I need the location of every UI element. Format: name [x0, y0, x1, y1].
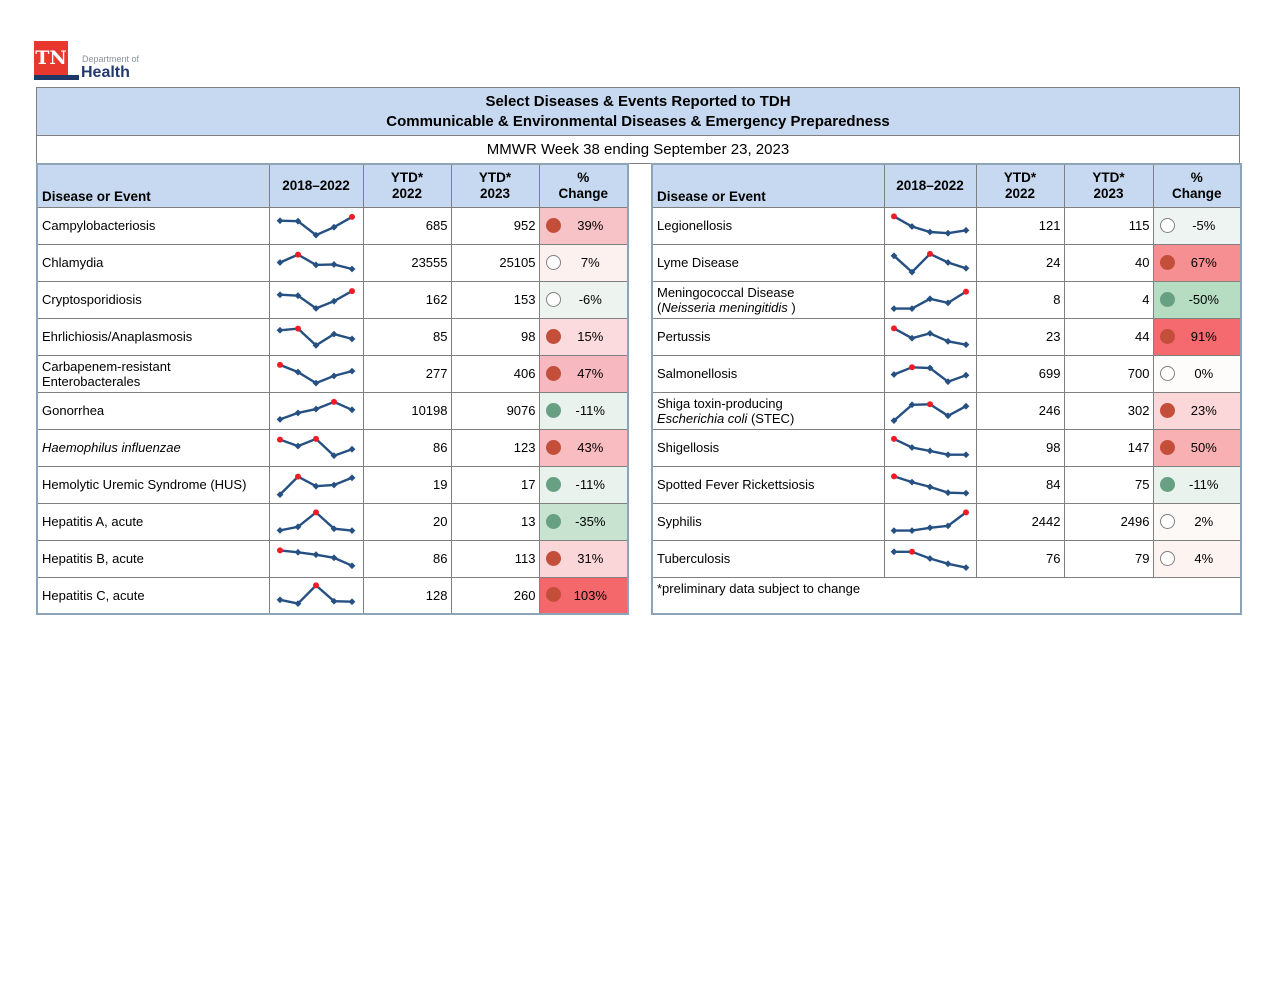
col-header-pct-change	[1153, 164, 1241, 207]
data-point-marker-icon	[331, 261, 338, 268]
disease-name: Legionellosis	[652, 207, 884, 244]
col-header-ytd2023	[1064, 164, 1153, 207]
data-point-marker-icon	[349, 562, 356, 569]
sparkline-chart	[272, 542, 360, 576]
disease-name: Spotted Fever Rickettsiosis	[652, 466, 884, 503]
increase-indicator-icon	[1160, 255, 1175, 270]
data-point-marker-icon	[349, 474, 356, 481]
col-header-ytd2023	[451, 164, 539, 207]
col-header-ytd2022	[976, 164, 1064, 207]
data-point-marker-icon	[277, 291, 284, 298]
sparkline-chart	[886, 283, 974, 317]
data-point-marker-icon	[963, 226, 970, 233]
table-row	[37, 503, 628, 540]
ytd-2022-value: 246	[976, 392, 1064, 429]
disease-name: Ehrlichiosis/Anaplasmosis	[37, 318, 269, 355]
sparkline-chart	[272, 246, 360, 280]
max-point-marker-icon	[277, 547, 283, 553]
neutral-indicator-icon	[546, 255, 561, 270]
logo-health-text: Health	[81, 64, 130, 81]
max-point-marker-icon	[313, 509, 319, 515]
logo-department-text: Department of	[82, 54, 140, 64]
trend-sparkline-cell	[884, 318, 976, 355]
ytd-2022-value: 685	[363, 207, 451, 244]
data-point-marker-icon	[927, 483, 934, 490]
data-point-marker-icon	[945, 451, 952, 458]
data-point-marker-icon	[277, 527, 284, 534]
sparkline-chart	[886, 394, 974, 428]
ytd-2022-value: 10198	[363, 392, 451, 429]
disease-name: Carbapenem-resistant Enterobacterales	[37, 355, 269, 392]
report-title-line1: Select Diseases & Events Reported to TDH	[485, 93, 791, 110]
data-point-marker-icon	[331, 554, 338, 561]
pct-change-value: -11%	[575, 403, 605, 418]
sparkline-chart	[272, 394, 360, 428]
ytd-2023-value: 75	[1064, 466, 1153, 503]
ytd-2023-value: 113	[451, 540, 539, 577]
table-row	[37, 318, 628, 355]
pct-change-label: Change	[1171, 185, 1222, 201]
neutral-indicator-icon	[546, 292, 561, 307]
max-point-marker-icon	[909, 364, 915, 370]
table-row	[652, 429, 1241, 466]
trend-sparkline-cell	[269, 355, 363, 392]
ytd-2023-value: 40	[1064, 244, 1153, 281]
data-point-marker-icon	[349, 527, 356, 534]
disease-name: Shiga toxin-producing Escherichia coli (STEC)	[652, 392, 884, 429]
data-point-marker-icon	[277, 416, 284, 423]
trend-sparkline-cell	[269, 503, 363, 540]
trend-sparkline-cell	[884, 503, 976, 540]
data-point-marker-icon	[313, 405, 320, 412]
neutral-indicator-icon	[1160, 551, 1175, 566]
sparkline-chart	[886, 542, 974, 576]
header-row	[37, 164, 628, 207]
trend-sparkline-cell	[269, 577, 363, 614]
pct-change-value: 43%	[577, 440, 604, 455]
table-row	[37, 429, 628, 466]
ytd-2023-value: 17	[451, 466, 539, 503]
trend-sparkline-cell	[269, 392, 363, 429]
sparkline-chart	[272, 320, 360, 354]
max-point-marker-icon	[295, 473, 301, 479]
table-row	[652, 244, 1241, 281]
ytd-2022-value: 24	[976, 244, 1064, 281]
decrease-indicator-icon	[546, 514, 561, 529]
data-point-marker-icon	[945, 229, 952, 236]
pct-change-cell	[539, 318, 628, 355]
ytd-2022-value: 2442	[976, 503, 1064, 540]
trend-sparkline-cell	[269, 429, 363, 466]
sparkline-chart	[272, 505, 360, 539]
col-header-pct-change	[539, 164, 628, 207]
pct-change-cell	[1153, 281, 1241, 318]
ytd-2023-value: 44	[1064, 318, 1153, 355]
pct-change-value: 67%	[1190, 255, 1217, 270]
ytd-2022-value: 85	[363, 318, 451, 355]
max-point-marker-icon	[349, 288, 355, 294]
table-row	[37, 577, 628, 614]
ytd-2022-value: 121	[976, 207, 1064, 244]
data-point-marker-icon	[277, 217, 284, 224]
pct-change-cell	[1153, 503, 1241, 540]
year-2023-label: 2023	[1093, 185, 1124, 201]
data-point-marker-icon	[331, 372, 338, 379]
data-point-marker-icon	[349, 406, 356, 413]
sparkline-chart	[886, 505, 974, 539]
max-point-marker-icon	[927, 250, 933, 256]
pct-change-cell	[539, 429, 628, 466]
trend-sparkline-cell	[269, 244, 363, 281]
data-point-marker-icon	[891, 527, 898, 534]
data-point-marker-icon	[963, 564, 970, 571]
ytd-2023-value: 952	[451, 207, 539, 244]
ytd-label: YTD*	[1003, 169, 1037, 185]
decrease-indicator-icon	[1160, 477, 1175, 492]
data-point-marker-icon	[277, 326, 284, 333]
data-point-marker-icon	[927, 228, 934, 235]
increase-indicator-icon	[1160, 329, 1175, 344]
increase-indicator-icon	[1160, 440, 1175, 455]
pct-change-cell	[539, 466, 628, 503]
report-title-line2: Communicable & Environmental Diseases & Emergency Preparedness	[386, 113, 890, 130]
ytd-2023-value: 147	[1064, 429, 1153, 466]
ytd-label: YTD*	[390, 169, 424, 185]
table-row	[652, 540, 1241, 577]
pct-change-value: -11%	[575, 477, 605, 492]
sparkline-chart	[272, 468, 360, 502]
max-point-marker-icon	[313, 435, 319, 441]
ytd-2023-value: 115	[1064, 207, 1153, 244]
disease-name: Haemophilus influenzae	[37, 429, 269, 466]
table-row	[652, 355, 1241, 392]
trend-sparkline-cell	[884, 392, 976, 429]
trend-sparkline-cell	[884, 355, 976, 392]
data-point-marker-icon	[349, 265, 356, 272]
pct-change-value: -6%	[578, 292, 602, 307]
data-point-marker-icon	[891, 305, 898, 312]
pct-change-value: 23%	[1190, 403, 1217, 418]
data-point-marker-icon	[945, 560, 952, 567]
ytd-2022-value: 23	[976, 318, 1064, 355]
sparkline-chart	[886, 357, 974, 391]
table-row	[37, 355, 628, 392]
disease-name: Hepatitis A, acute	[37, 503, 269, 540]
ytd-2023-value: 25105	[451, 244, 539, 281]
disease-name: Shigellosis	[652, 429, 884, 466]
max-point-marker-icon	[891, 435, 897, 441]
pct-change-cell	[539, 355, 628, 392]
max-point-marker-icon	[963, 509, 969, 515]
ytd-2022-value: 76	[976, 540, 1064, 577]
max-point-marker-icon	[295, 325, 301, 331]
ytd-2022-value: 98	[976, 429, 1064, 466]
ytd-2023-value: 302	[1064, 392, 1153, 429]
increase-indicator-icon	[546, 329, 561, 344]
data-point-marker-icon	[313, 551, 320, 558]
data-point-marker-icon	[909, 478, 916, 485]
data-point-marker-icon	[963, 264, 970, 271]
col-header-disease: Disease or Event	[652, 164, 884, 207]
table-row	[652, 466, 1241, 503]
ytd-2023-value: 9076	[451, 392, 539, 429]
disease-table-right	[651, 163, 1242, 615]
ytd-2023-value: 2496	[1064, 503, 1153, 540]
pct-change-cell	[539, 207, 628, 244]
data-point-marker-icon	[349, 599, 356, 606]
disease-name: Meningococcal Disease (Neisseria meningitidis )	[652, 281, 884, 318]
pct-change-value: 2%	[1194, 514, 1214, 529]
pct-change-value: -11%	[1189, 477, 1219, 492]
trend-sparkline-cell	[269, 207, 363, 244]
disease-name: Pertussis	[652, 318, 884, 355]
ytd-2022-value: 23555	[363, 244, 451, 281]
pct-change-cell	[539, 540, 628, 577]
trend-sparkline-cell	[884, 281, 976, 318]
pct-change-value: 15%	[577, 329, 604, 344]
disease-name: Lyme Disease	[652, 244, 884, 281]
ytd-2022-value: 86	[363, 429, 451, 466]
table-row	[652, 318, 1241, 355]
disease-name: Campylobacteriosis	[37, 207, 269, 244]
max-point-marker-icon	[891, 473, 897, 479]
pct-change-value: 50%	[1190, 440, 1217, 455]
table-row	[652, 392, 1241, 429]
ytd-2022-value: 162	[363, 281, 451, 318]
ytd-2023-value: 406	[451, 355, 539, 392]
data-point-marker-icon	[349, 445, 356, 452]
pct-change-cell	[1153, 318, 1241, 355]
pct-change-value: -35%	[575, 514, 606, 529]
col-header-ytd2022	[363, 164, 451, 207]
table-row	[37, 540, 628, 577]
max-point-marker-icon	[927, 401, 933, 407]
data-point-marker-icon	[927, 447, 934, 454]
max-point-marker-icon	[277, 436, 283, 442]
col-header-trend: 2018–2022	[269, 164, 363, 207]
increase-indicator-icon	[1160, 403, 1175, 418]
data-point-marker-icon	[277, 259, 284, 266]
trend-sparkline-cell	[269, 466, 363, 503]
pct-change-value: 4%	[1194, 551, 1214, 566]
ytd-2023-value: 123	[451, 429, 539, 466]
trend-sparkline-cell	[269, 540, 363, 577]
max-point-marker-icon	[349, 213, 355, 219]
data-point-marker-icon	[295, 409, 302, 416]
report-title	[36, 87, 1240, 136]
sparkline-chart	[272, 578, 360, 612]
disease-name: Salmonellosis	[652, 355, 884, 392]
ytd-2022-value: 19	[363, 466, 451, 503]
increase-indicator-icon	[546, 366, 561, 381]
pct-change-value: 7%	[580, 255, 600, 270]
table-row	[37, 207, 628, 244]
increase-indicator-icon	[546, 551, 561, 566]
pct-change-cell	[1153, 207, 1241, 244]
pct-change-value: 0%	[1194, 366, 1214, 381]
year-2023-label: 2023	[479, 185, 511, 201]
pct-change-label: Change	[558, 185, 608, 201]
sparkline-chart	[886, 209, 974, 243]
table-row	[37, 281, 628, 318]
data-point-marker-icon	[295, 548, 302, 555]
footnote-text: *preliminary data subject to change	[652, 577, 1241, 614]
ytd-label: YTD*	[1092, 169, 1125, 185]
pct-change-cell	[539, 392, 628, 429]
ytd-2023-value: 260	[451, 577, 539, 614]
disease-name: Chlamydia	[37, 244, 269, 281]
pct-change-value: 103%	[573, 587, 607, 603]
pct-change-value: 31%	[577, 551, 604, 566]
pct-change-cell	[1153, 466, 1241, 503]
trend-sparkline-cell	[269, 281, 363, 318]
table-row	[652, 207, 1241, 244]
sparkline-chart	[886, 468, 974, 502]
data-point-marker-icon	[295, 442, 302, 449]
pct-change-value: 47%	[577, 366, 604, 381]
pct-sign-label: %	[1190, 169, 1203, 185]
data-point-marker-icon	[945, 337, 952, 344]
ytd-2022-value: 699	[976, 355, 1064, 392]
data-point-marker-icon	[909, 527, 916, 534]
sparkline-chart	[886, 431, 974, 465]
ytd-2023-value: 4	[1064, 281, 1153, 318]
data-point-marker-icon	[927, 330, 934, 337]
disease-table-left	[36, 163, 629, 615]
tdh-logo	[34, 40, 194, 86]
max-point-marker-icon	[891, 325, 897, 331]
data-point-marker-icon	[963, 489, 970, 496]
neutral-indicator-icon	[1160, 218, 1175, 233]
pct-change-value: -5%	[1192, 218, 1216, 233]
ytd-2022-value: 20	[363, 503, 451, 540]
decrease-indicator-icon	[546, 477, 561, 492]
disease-name: Hepatitis B, acute	[37, 540, 269, 577]
table-row	[37, 466, 628, 503]
footnote-row	[652, 577, 1241, 614]
year-2022-label: 2022	[391, 185, 423, 201]
sparkline-chart	[886, 246, 974, 280]
pct-change-cell	[539, 244, 628, 281]
disease-name: Cryptosporidiosis	[37, 281, 269, 318]
data-point-marker-icon	[963, 451, 970, 458]
sparkline-chart	[272, 357, 360, 391]
data-point-marker-icon	[963, 371, 970, 378]
data-point-marker-icon	[277, 597, 284, 604]
pct-change-value: 91%	[1190, 329, 1217, 344]
ytd-2023-value: 153	[451, 281, 539, 318]
table-row	[652, 503, 1241, 540]
trend-sparkline-cell	[884, 429, 976, 466]
ytd-2023-value: 98	[451, 318, 539, 355]
ytd-2022-value: 84	[976, 466, 1064, 503]
pct-change-value: 39%	[577, 218, 604, 233]
ytd-2022-value: 8	[976, 281, 1064, 318]
ytd-2022-value: 128	[363, 577, 451, 614]
table-row	[37, 392, 628, 429]
data-point-marker-icon	[891, 548, 898, 555]
sparkline-chart	[272, 431, 360, 465]
ytd-label: YTD*	[478, 169, 512, 185]
disease-name: Gonorrhea	[37, 392, 269, 429]
ytd-2023-value: 79	[1064, 540, 1153, 577]
trend-sparkline-cell	[884, 207, 976, 244]
increase-indicator-icon	[546, 218, 561, 233]
pct-change-cell	[539, 503, 628, 540]
disease-name: Hemolytic Uremic Syndrome (HUS)	[37, 466, 269, 503]
neutral-indicator-icon	[1160, 366, 1175, 381]
max-point-marker-icon	[313, 583, 319, 589]
data-point-marker-icon	[927, 524, 934, 531]
mmwr-week-subtitle: MMWR Week 38 ending September 23, 2023	[36, 135, 1240, 164]
pct-change-cell	[539, 577, 628, 614]
data-point-marker-icon	[945, 489, 952, 496]
decrease-indicator-icon	[546, 403, 561, 418]
max-point-marker-icon	[891, 213, 897, 219]
trend-sparkline-cell	[884, 466, 976, 503]
pct-change-cell	[1153, 392, 1241, 429]
max-point-marker-icon	[277, 361, 283, 367]
pct-change-cell	[1153, 355, 1241, 392]
max-point-marker-icon	[331, 398, 337, 404]
trend-sparkline-cell	[884, 244, 976, 281]
year-2022-label: 2022	[1004, 185, 1036, 201]
table-row	[652, 281, 1241, 318]
data-point-marker-icon	[349, 367, 356, 374]
data-point-marker-icon	[963, 341, 970, 348]
sparkline-chart	[272, 209, 360, 243]
disease-name: Syphilis	[652, 503, 884, 540]
max-point-marker-icon	[963, 288, 969, 294]
pct-change-cell	[1153, 244, 1241, 281]
header-row	[652, 164, 1241, 207]
data-point-marker-icon	[331, 481, 338, 488]
data-point-marker-icon	[349, 335, 356, 342]
pct-change-cell	[1153, 540, 1241, 577]
ytd-2022-value: 86	[363, 540, 451, 577]
max-point-marker-icon	[295, 251, 301, 257]
trend-sparkline-cell	[884, 540, 976, 577]
pct-change-value: -50%	[1188, 292, 1219, 307]
tn-logo-icon: TN	[34, 41, 68, 75]
ytd-2023-value: 700	[1064, 355, 1153, 392]
table-row	[37, 244, 628, 281]
sparkline-chart	[272, 283, 360, 317]
logo-underline	[34, 75, 79, 80]
pct-sign-label: %	[577, 169, 590, 185]
increase-indicator-icon	[546, 440, 561, 455]
sparkline-chart	[886, 320, 974, 354]
decrease-indicator-icon	[1160, 292, 1175, 307]
col-header-disease: Disease or Event	[37, 164, 269, 207]
trend-sparkline-cell	[269, 318, 363, 355]
disease-name: Hepatitis C, acute	[37, 577, 269, 614]
increase-indicator-icon	[546, 587, 561, 602]
neutral-indicator-icon	[1160, 514, 1175, 529]
data-point-marker-icon	[927, 555, 934, 562]
pct-change-cell	[539, 281, 628, 318]
ytd-2023-value: 13	[451, 503, 539, 540]
ytd-2022-value: 277	[363, 355, 451, 392]
max-point-marker-icon	[909, 548, 915, 554]
data-point-marker-icon	[891, 371, 898, 378]
pct-change-cell	[1153, 429, 1241, 466]
col-header-trend: 2018–2022	[884, 164, 976, 207]
disease-name: Tuberculosis	[652, 540, 884, 577]
